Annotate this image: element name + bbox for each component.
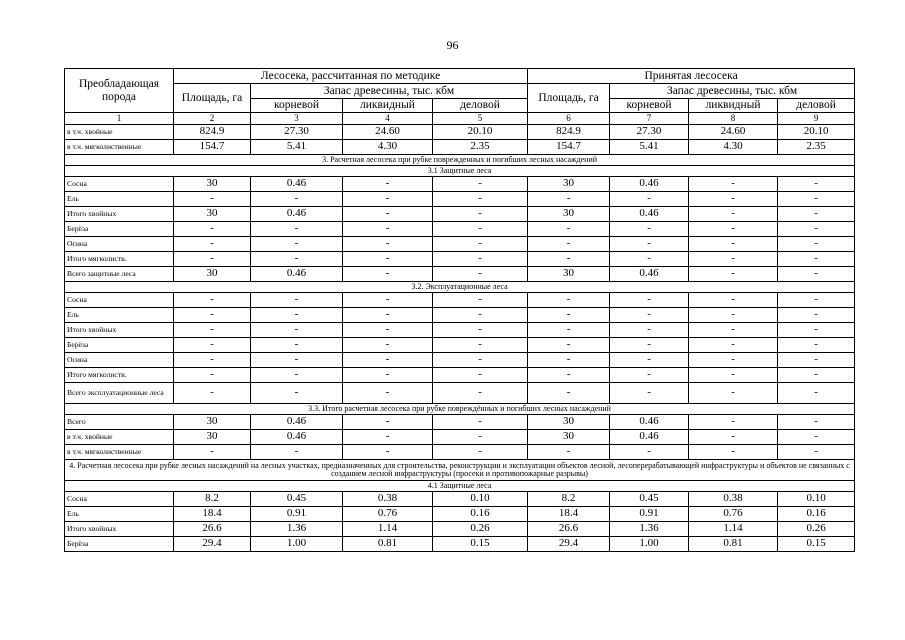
table-cell: - bbox=[778, 353, 855, 368]
row-label: Итого хвойных bbox=[65, 522, 174, 537]
section-header-row bbox=[65, 282, 855, 293]
table-row bbox=[65, 207, 855, 222]
table-cell: - bbox=[610, 383, 689, 404]
row-label: Берёза bbox=[65, 222, 174, 237]
table-cell: - bbox=[433, 383, 528, 404]
table-cell: - bbox=[174, 445, 251, 460]
row-label: в т.ч. хвойные bbox=[65, 125, 174, 140]
table-cell: - bbox=[433, 338, 528, 353]
table-cell: - bbox=[433, 415, 528, 430]
table-cell: - bbox=[689, 445, 778, 460]
table-cell: 0.81 bbox=[343, 537, 433, 552]
table-cell: 0.81 bbox=[689, 537, 778, 552]
table-cell: 26.6 bbox=[528, 522, 610, 537]
table-cell: - bbox=[174, 308, 251, 323]
table-cell: 4.30 bbox=[343, 140, 433, 155]
row-label: Сосна bbox=[65, 492, 174, 507]
table-cell: - bbox=[343, 267, 433, 282]
table-row bbox=[65, 430, 855, 445]
table-cell: 0.45 bbox=[251, 492, 343, 507]
table-cell: - bbox=[778, 207, 855, 222]
table-cell: - bbox=[174, 222, 251, 237]
table-cell: 27.30 bbox=[251, 125, 343, 140]
table-row bbox=[65, 522, 855, 537]
column-number: 2 bbox=[174, 113, 251, 125]
table-cell: - bbox=[689, 293, 778, 308]
table-cell: 824.9 bbox=[528, 125, 610, 140]
section-header-row bbox=[65, 460, 855, 481]
table-cell: 1.00 bbox=[251, 537, 343, 552]
table-cell: - bbox=[689, 338, 778, 353]
table-cell: - bbox=[610, 192, 689, 207]
table-cell: - bbox=[343, 445, 433, 460]
table-cell: 18.4 bbox=[174, 507, 251, 522]
table-cell: - bbox=[433, 192, 528, 207]
table-cell: - bbox=[433, 237, 528, 252]
row-label: Всего эксплуатационные леса bbox=[65, 383, 174, 404]
table-cell: 30 bbox=[528, 430, 610, 445]
table-cell: 2.35 bbox=[433, 140, 528, 155]
table-cell: - bbox=[174, 192, 251, 207]
table-cell: 2.35 bbox=[778, 140, 855, 155]
row-label: Берёза bbox=[65, 338, 174, 353]
table-cell: - bbox=[343, 353, 433, 368]
table-cell: - bbox=[610, 308, 689, 323]
table-row bbox=[65, 323, 855, 338]
table-cell: - bbox=[610, 338, 689, 353]
table-cell: - bbox=[778, 177, 855, 192]
row-label: в т.ч. мягколиственные bbox=[65, 140, 174, 155]
row-label: Итого мягколиств. bbox=[65, 252, 174, 267]
table-cell: 30 bbox=[174, 267, 251, 282]
column-number: 6 bbox=[528, 113, 610, 125]
table-cell: 5.41 bbox=[610, 140, 689, 155]
table-cell: - bbox=[343, 308, 433, 323]
table-cell: - bbox=[610, 445, 689, 460]
table-body bbox=[65, 125, 855, 552]
table-cell: - bbox=[689, 430, 778, 445]
table-cell: - bbox=[343, 415, 433, 430]
table-cell: 18.4 bbox=[528, 507, 610, 522]
table-cell: - bbox=[174, 383, 251, 404]
method-business-header: деловой bbox=[433, 99, 528, 113]
row-label: Ель bbox=[65, 308, 174, 323]
table-cell: - bbox=[689, 222, 778, 237]
section-title: 4.1 Защитные леса bbox=[65, 481, 855, 492]
table-cell: - bbox=[528, 237, 610, 252]
section-title: 4. Расчетная лесосека при рубке лесных насаждений на лесных участках, предназначенных для строительства, реконструкции и эксплуатации объектов лесной, лесоперерабатывающей инфраструктуры и объектов не связанных с созданием лесной инфраструктуры (просеки и противопожарные разрывы) bbox=[65, 460, 855, 481]
table-header bbox=[65, 69, 855, 125]
table-cell: 0.38 bbox=[689, 492, 778, 507]
column-number: 7 bbox=[610, 113, 689, 125]
table-cell: - bbox=[433, 252, 528, 267]
table-cell: - bbox=[251, 383, 343, 404]
table-cell: 0.46 bbox=[251, 267, 343, 282]
table-cell: 30 bbox=[174, 415, 251, 430]
row-label: в т.ч. мягколиственные bbox=[65, 445, 174, 460]
column-number: 5 bbox=[433, 113, 528, 125]
table-cell: 30 bbox=[528, 177, 610, 192]
table-cell: - bbox=[174, 293, 251, 308]
table-cell: 30 bbox=[174, 430, 251, 445]
section-title: 3.3. Итого расчетная лесосека при рубке повреждённых и погибших лесных насаждений bbox=[65, 404, 855, 415]
table-row bbox=[65, 445, 855, 460]
table-cell: 154.7 bbox=[528, 140, 610, 155]
table-row bbox=[65, 293, 855, 308]
table-cell: - bbox=[689, 308, 778, 323]
table-cell: - bbox=[343, 192, 433, 207]
table-cell: 1.14 bbox=[689, 522, 778, 537]
table-cell: - bbox=[610, 252, 689, 267]
table-cell: 0.45 bbox=[610, 492, 689, 507]
row-label: Ель bbox=[65, 507, 174, 522]
table-cell: 0.38 bbox=[343, 492, 433, 507]
table-cell: 30 bbox=[528, 415, 610, 430]
table-cell: 0.46 bbox=[251, 207, 343, 222]
column-number: 8 bbox=[689, 113, 778, 125]
table-cell: - bbox=[433, 368, 528, 383]
table-row bbox=[65, 308, 855, 323]
table-row bbox=[65, 252, 855, 267]
accepted-root-header: корневой bbox=[610, 99, 689, 113]
table-cell: - bbox=[528, 353, 610, 368]
table-cell: - bbox=[433, 353, 528, 368]
table-cell: - bbox=[689, 323, 778, 338]
table-cell: - bbox=[778, 237, 855, 252]
table-cell: 30 bbox=[528, 207, 610, 222]
accepted-area-header: Площадь, га bbox=[528, 84, 610, 113]
table-cell: - bbox=[433, 207, 528, 222]
table-cell: - bbox=[343, 207, 433, 222]
table-cell: 0.26 bbox=[778, 522, 855, 537]
table-row bbox=[65, 368, 855, 383]
table-cell: 5.41 bbox=[251, 140, 343, 155]
table-cell: 0.76 bbox=[689, 507, 778, 522]
table-cell: - bbox=[251, 445, 343, 460]
table-cell: 30 bbox=[174, 207, 251, 222]
table-cell: 0.46 bbox=[610, 177, 689, 192]
section-title: 3.1 Защитные леса bbox=[65, 166, 855, 177]
method-stock-header: Запас древесины, тыс. кбм bbox=[251, 84, 528, 99]
table-cell: - bbox=[433, 222, 528, 237]
table-cell: - bbox=[689, 383, 778, 404]
table-cell: - bbox=[343, 383, 433, 404]
table-row bbox=[65, 192, 855, 207]
table-cell: - bbox=[689, 368, 778, 383]
table-row bbox=[65, 140, 855, 155]
table-cell: - bbox=[343, 430, 433, 445]
table-cell: - bbox=[174, 323, 251, 338]
table-cell: - bbox=[778, 445, 855, 460]
table-cell: - bbox=[251, 308, 343, 323]
table-row bbox=[65, 537, 855, 552]
table-row bbox=[65, 237, 855, 252]
table-cell: - bbox=[433, 267, 528, 282]
table-row bbox=[65, 383, 855, 404]
accepted-stock-header: Запас древесины, тыс. кбм bbox=[610, 84, 855, 99]
table-cell: 0.16 bbox=[433, 507, 528, 522]
row-label: Сосна bbox=[65, 293, 174, 308]
table-cell: - bbox=[528, 222, 610, 237]
table-cell: 1.14 bbox=[343, 522, 433, 537]
table-cell: - bbox=[610, 293, 689, 308]
table-cell: 24.60 bbox=[343, 125, 433, 140]
table-cell: - bbox=[251, 293, 343, 308]
table-cell: 824.9 bbox=[174, 125, 251, 140]
table-cell: - bbox=[778, 192, 855, 207]
table-cell: - bbox=[433, 308, 528, 323]
table-cell: - bbox=[778, 267, 855, 282]
row-label: Итого хвойных bbox=[65, 207, 174, 222]
table-row bbox=[65, 338, 855, 353]
table-cell: 0.91 bbox=[251, 507, 343, 522]
table-cell: - bbox=[778, 293, 855, 308]
table-cell: - bbox=[778, 338, 855, 353]
table-cell: - bbox=[251, 353, 343, 368]
table-cell: - bbox=[343, 252, 433, 267]
column-number: 4 bbox=[343, 113, 433, 125]
row-label: Итого хвойных bbox=[65, 323, 174, 338]
table-cell: - bbox=[689, 415, 778, 430]
table-cell: - bbox=[528, 323, 610, 338]
table-cell: - bbox=[251, 323, 343, 338]
section-header-row bbox=[65, 404, 855, 415]
table-cell: 4.30 bbox=[689, 140, 778, 155]
table-cell: - bbox=[689, 267, 778, 282]
table-cell: 29.4 bbox=[528, 537, 610, 552]
table-cell: 1.36 bbox=[251, 522, 343, 537]
table-cell: - bbox=[778, 430, 855, 445]
row-label: Всего bbox=[65, 415, 174, 430]
table-cell: 0.46 bbox=[251, 430, 343, 445]
table-cell: - bbox=[528, 293, 610, 308]
column-number: 9 bbox=[778, 113, 855, 125]
table-cell: - bbox=[251, 192, 343, 207]
row-label: Итого мягколиств. bbox=[65, 368, 174, 383]
table-cell: - bbox=[689, 252, 778, 267]
table-cell: 20.10 bbox=[778, 125, 855, 140]
table-cell: - bbox=[343, 368, 433, 383]
table-cell: - bbox=[689, 177, 778, 192]
table-cell: 0.10 bbox=[778, 492, 855, 507]
table-cell: - bbox=[174, 353, 251, 368]
method-group-header: Лесосека, рассчитанная по методике bbox=[174, 69, 528, 84]
table-cell: 0.46 bbox=[610, 267, 689, 282]
table-row bbox=[65, 222, 855, 237]
table-cell: 26.6 bbox=[174, 522, 251, 537]
row-label: Всего защитные леса bbox=[65, 267, 174, 282]
table-cell: - bbox=[528, 445, 610, 460]
table-cell: 29.4 bbox=[174, 537, 251, 552]
table-cell: - bbox=[778, 308, 855, 323]
table-cell: 0.76 bbox=[343, 507, 433, 522]
table-cell: 0.15 bbox=[778, 537, 855, 552]
table-cell: - bbox=[343, 323, 433, 338]
table-cell: - bbox=[528, 192, 610, 207]
table-cell: - bbox=[528, 338, 610, 353]
table-cell: - bbox=[778, 368, 855, 383]
row-label: Осина bbox=[65, 353, 174, 368]
species-header: Преобладающая порода bbox=[65, 69, 174, 113]
table-cell: - bbox=[174, 368, 251, 383]
section-title: 3. Расчетная лесосека при рубке поврежденных и погибших лесных насаждений bbox=[65, 155, 855, 166]
table-row bbox=[65, 267, 855, 282]
table-cell: - bbox=[433, 177, 528, 192]
row-label: Сосна bbox=[65, 177, 174, 192]
table-cell: - bbox=[778, 383, 855, 404]
page-number: 96 bbox=[446, 38, 459, 52]
table-cell: 0.91 bbox=[610, 507, 689, 522]
table-cell: 8.2 bbox=[174, 492, 251, 507]
table-row bbox=[65, 415, 855, 430]
table-row bbox=[65, 125, 855, 140]
method-area-header: Площадь, га bbox=[174, 84, 251, 113]
table-cell: - bbox=[433, 430, 528, 445]
section-header-row bbox=[65, 481, 855, 492]
table-cell: 0.46 bbox=[610, 430, 689, 445]
section-header-row bbox=[65, 166, 855, 177]
table-cell: - bbox=[778, 323, 855, 338]
table-cell: - bbox=[778, 222, 855, 237]
table-cell: - bbox=[174, 338, 251, 353]
table-cell: - bbox=[433, 323, 528, 338]
accepted-business-header: деловой bbox=[778, 99, 855, 113]
table-cell: - bbox=[433, 445, 528, 460]
section-title: 3.2. Эксплуатационные леса bbox=[65, 282, 855, 293]
table-cell: 0.16 bbox=[778, 507, 855, 522]
forest-cutting-table bbox=[64, 68, 855, 552]
table-cell: - bbox=[251, 237, 343, 252]
table-cell: - bbox=[610, 353, 689, 368]
table-cell: - bbox=[528, 383, 610, 404]
table-cell: - bbox=[251, 368, 343, 383]
table-cell: - bbox=[343, 177, 433, 192]
table-cell: 24.60 bbox=[689, 125, 778, 140]
table-cell: - bbox=[689, 353, 778, 368]
table-cell: - bbox=[528, 368, 610, 383]
table-cell: 0.46 bbox=[610, 207, 689, 222]
table-cell: 0.15 bbox=[433, 537, 528, 552]
table-cell: - bbox=[251, 252, 343, 267]
table-cell: - bbox=[251, 338, 343, 353]
column-number: 3 bbox=[251, 113, 343, 125]
table-cell: 0.10 bbox=[433, 492, 528, 507]
table-cell: 0.46 bbox=[251, 415, 343, 430]
table-cell: - bbox=[174, 252, 251, 267]
table-cell: - bbox=[778, 252, 855, 267]
table-row bbox=[65, 177, 855, 192]
accepted-liquid-header: ликвидный bbox=[689, 99, 778, 113]
row-label: Берёза bbox=[65, 537, 174, 552]
table-cell: 0.46 bbox=[251, 177, 343, 192]
table-cell: 8.2 bbox=[528, 492, 610, 507]
row-label: в т.ч. хвойные bbox=[65, 430, 174, 445]
row-label: Осина bbox=[65, 237, 174, 252]
table-cell: - bbox=[528, 308, 610, 323]
table-cell: 27.30 bbox=[610, 125, 689, 140]
table-cell: - bbox=[689, 237, 778, 252]
method-root-header: корневой bbox=[251, 99, 343, 113]
table-cell: - bbox=[610, 323, 689, 338]
table-cell: 0.26 bbox=[433, 522, 528, 537]
table-cell: - bbox=[778, 415, 855, 430]
table-cell: 30 bbox=[174, 177, 251, 192]
table-cell: - bbox=[343, 237, 433, 252]
table-cell: - bbox=[433, 293, 528, 308]
table-cell: - bbox=[528, 252, 610, 267]
table-cell: 1.36 bbox=[610, 522, 689, 537]
table-row bbox=[65, 492, 855, 507]
table-cell: - bbox=[610, 237, 689, 252]
table-cell: - bbox=[343, 338, 433, 353]
table-cell: - bbox=[610, 222, 689, 237]
table-cell: 1.00 bbox=[610, 537, 689, 552]
table-cell: - bbox=[251, 222, 343, 237]
table-cell: - bbox=[689, 192, 778, 207]
section-header-row bbox=[65, 155, 855, 166]
column-numbers-row bbox=[65, 113, 855, 125]
table-cell: - bbox=[610, 368, 689, 383]
table-row bbox=[65, 507, 855, 522]
table-cell: 0.46 bbox=[610, 415, 689, 430]
accepted-group-header: Принятая лесосека bbox=[528, 69, 855, 84]
table-cell: - bbox=[174, 237, 251, 252]
row-label: Ель bbox=[65, 192, 174, 207]
table-cell: - bbox=[689, 207, 778, 222]
table-cell: 20.10 bbox=[433, 125, 528, 140]
table-cell: 30 bbox=[528, 267, 610, 282]
table-cell: - bbox=[343, 222, 433, 237]
table-cell: 154.7 bbox=[174, 140, 251, 155]
table-cell: - bbox=[343, 293, 433, 308]
table-row bbox=[65, 353, 855, 368]
method-liquid-header: ликвидный bbox=[343, 99, 433, 113]
column-number: 1 bbox=[65, 113, 174, 125]
